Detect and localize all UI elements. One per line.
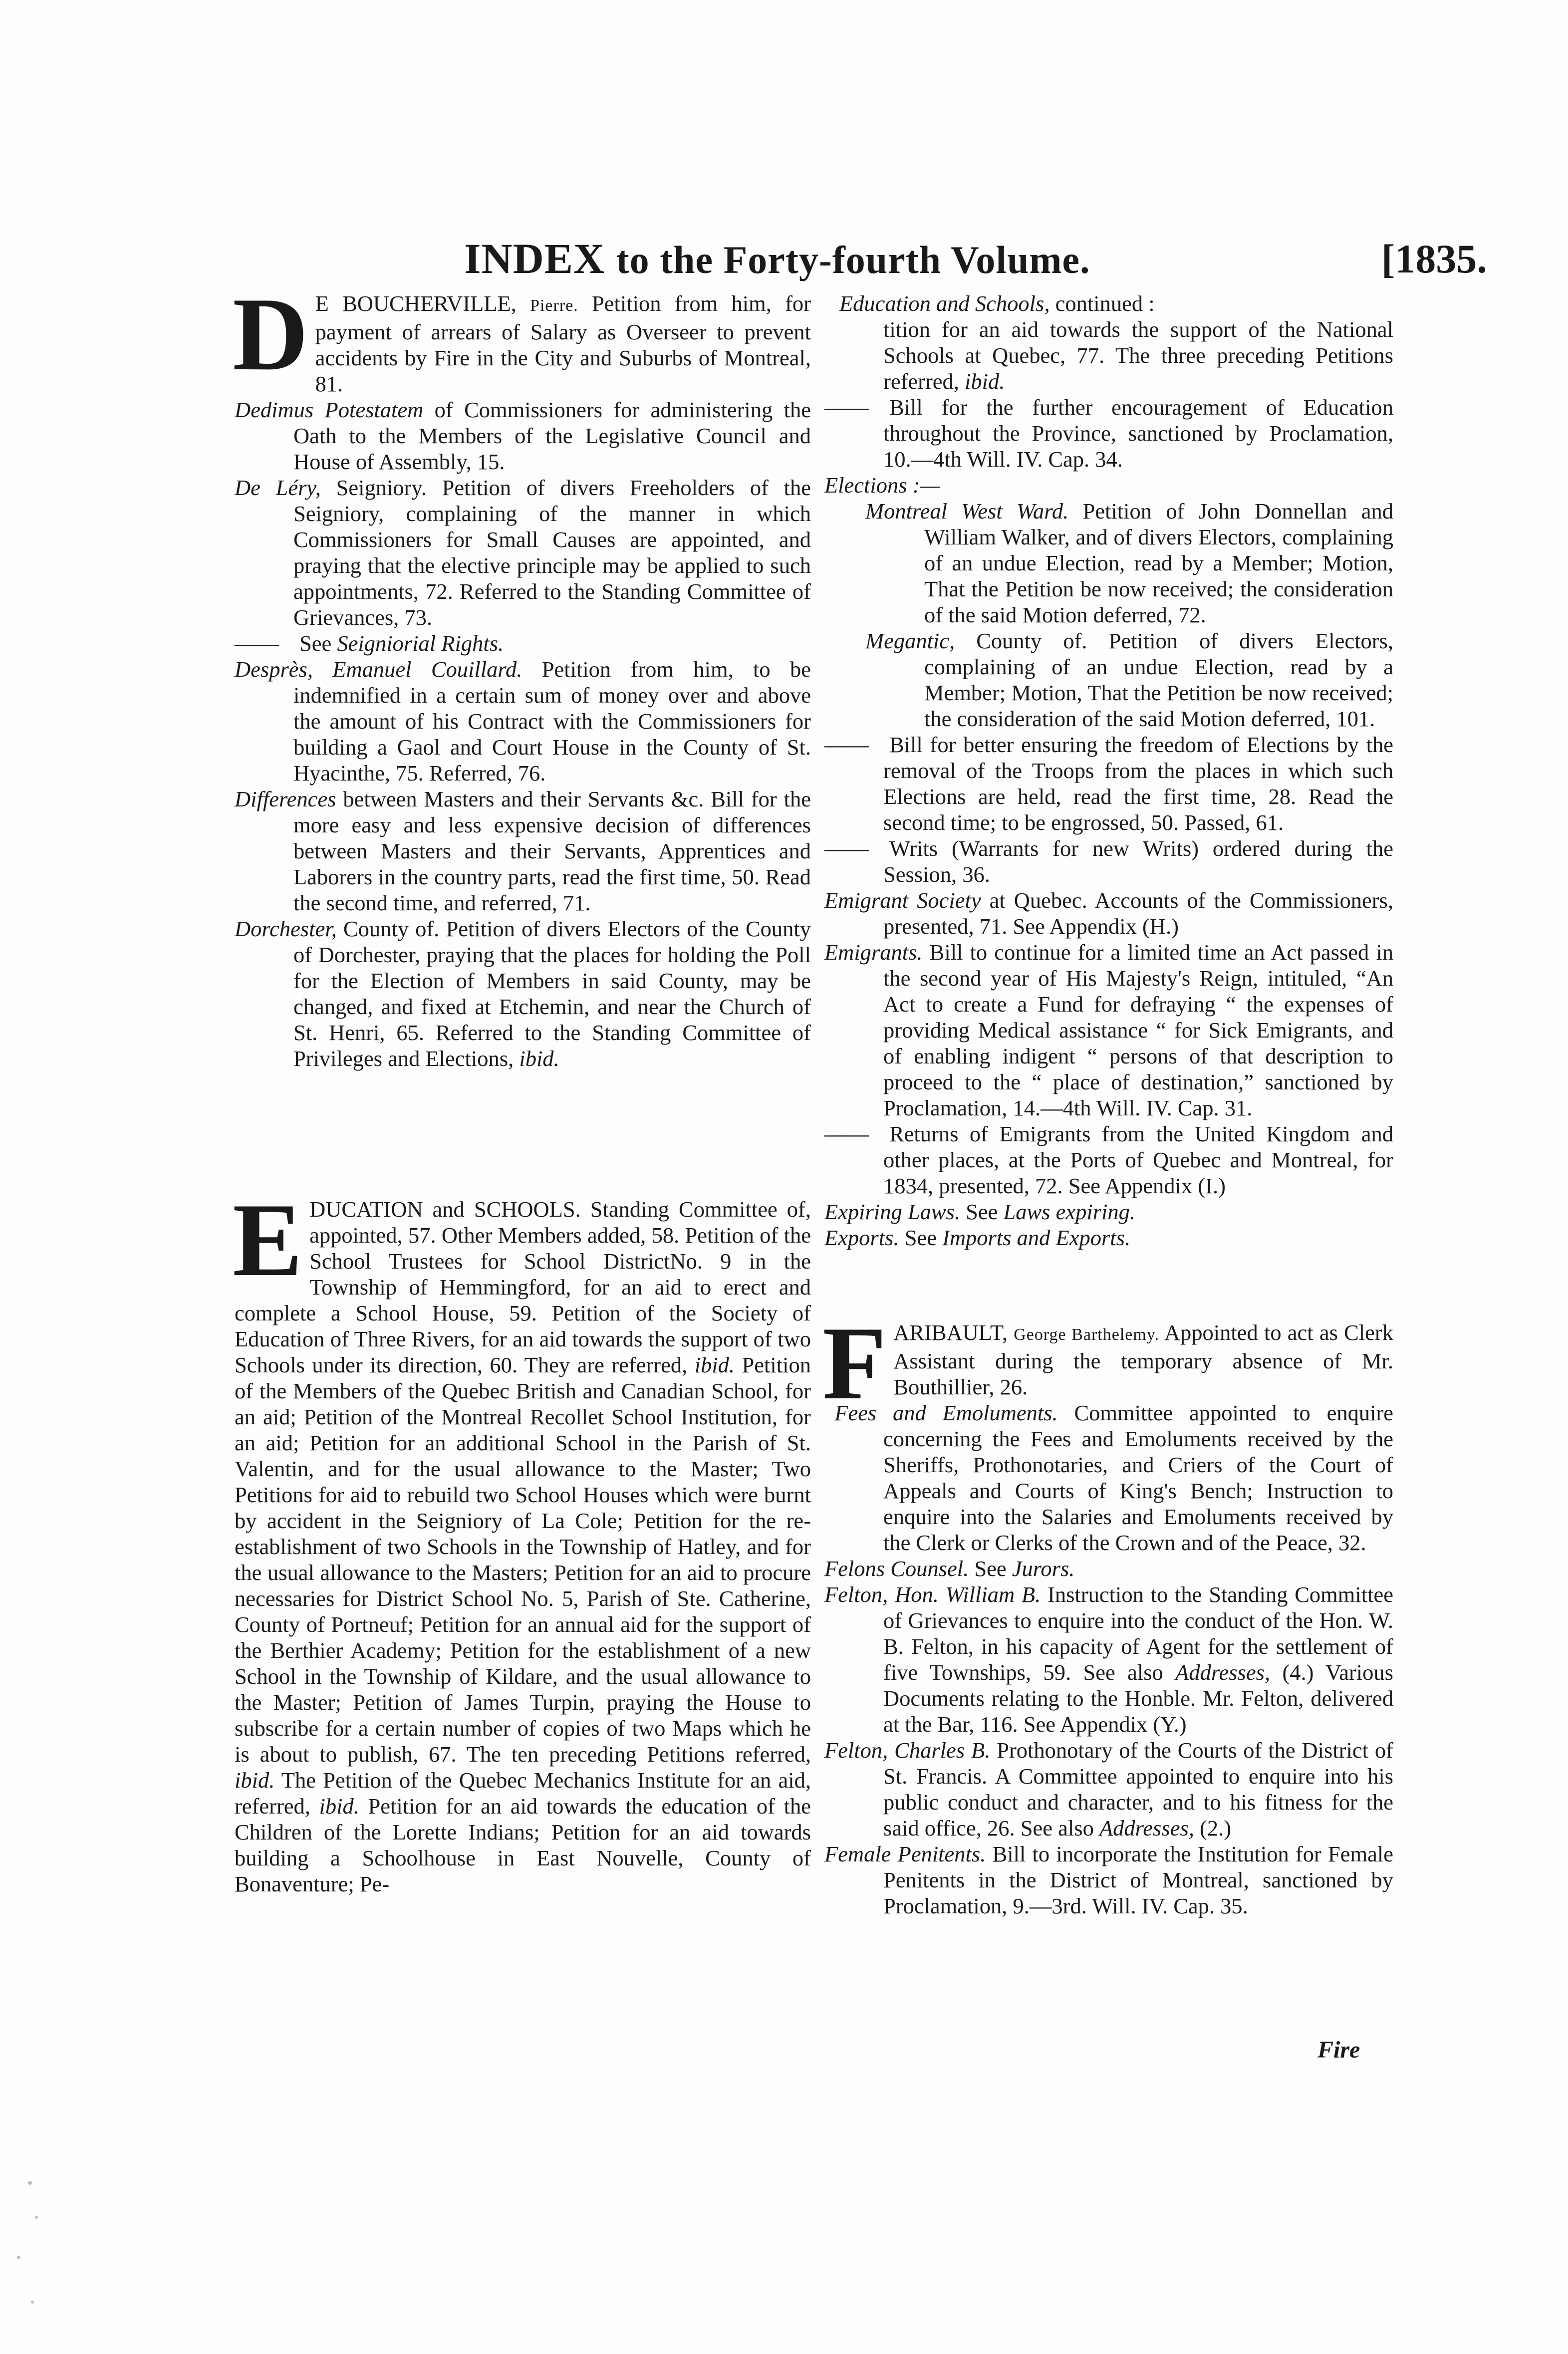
entry-felton-charles	[824, 1737, 1393, 1841]
entry-text: between Masters and their Servants &c. Bill for the more easy and less expensive decision of differences between Masters and their Servants, Apprentices and Laborers in the country parts, read the first time, 50. Read the second time, and referred, 71.	[293, 786, 811, 915]
cross-reference: Addresses,	[1175, 1660, 1271, 1685]
entry-felton-william	[824, 1581, 1393, 1737]
entry-text: (4.) Various Documents relating to the Honble. Mr. Felton, delivered at the Bar, 116. See Appendix (Y.)	[883, 1660, 1393, 1737]
catchword: Fire	[1317, 2037, 1360, 2063]
entry-text: Petition of John Donnellan and William Walker, and of divers Electors, complaining of an undue Election, read by a Member; Motion, That the Petition be now received; the consideration of the said Motion deferred, 72.	[924, 499, 1393, 627]
entry-dash: ——	[824, 395, 869, 420]
speck-mark	[28, 2181, 32, 2185]
entry-head: Exports.	[824, 1225, 899, 1250]
entry-dorchester	[235, 916, 811, 1071]
entry-text: See	[299, 631, 337, 656]
entry-head: Desprès, Emanuel Couillard.	[235, 657, 523, 682]
ibid-ref: ibid.	[319, 1794, 359, 1819]
entry-felons-counsel	[824, 1556, 1393, 1581]
entry-name: Hon. William B.	[888, 1582, 1041, 1607]
entry-head: Montreal West Ward.	[865, 499, 1069, 523]
entry-de-boucherville	[233, 276, 811, 397]
entry-head: Education and Schools,	[839, 291, 1050, 316]
entry-text: tition for an aid towards the support of the National Schools at Quebec, 77. The three preceding Petitions referred,	[883, 317, 1393, 394]
entry-head: SCHOOLS.	[474, 1197, 581, 1222]
title-volume-text: to the Forty-fourth Volume.	[616, 238, 1090, 281]
entry-emigrants-returns	[824, 1121, 1393, 1199]
entry-head: Felons Counsel.	[824, 1556, 969, 1581]
cross-reference: Jurors.	[1012, 1556, 1075, 1581]
right-column	[824, 290, 1393, 1919]
speck-mark	[31, 2301, 34, 2304]
entry-head: Emigrants.	[824, 940, 923, 965]
entry-montreal-west-ward	[824, 498, 1393, 628]
entry-expiring-laws	[824, 1199, 1393, 1225]
ibid-ref: ibid.	[235, 1768, 275, 1793]
entry-text: See	[899, 1225, 943, 1250]
section-gap	[235, 1071, 811, 1196]
entry-text: Petition from him, for payment of arrears of Salary as Overseer to prevent accidents by Fire in the City and Suburbs of Montreal, 81.	[315, 291, 811, 396]
entry-head: Felton, Charles B.	[824, 1738, 991, 1763]
entry-text: Petition for an aid towards the education of the Children of the Lorette Indians; Petition for an aid towards building a Schoolhouse in East Nouvelle, County of Bonaventure; Pe-	[235, 1794, 811, 1896]
entry-text: of Commissioners for administering the Oath to the Members of the Legislative Council and House of Assembly, 15.	[293, 397, 811, 474]
entry-megantic	[824, 628, 1393, 732]
drop-cap-d: D	[233, 276, 308, 392]
entry-head: Female Penitents.	[824, 1841, 986, 1866]
entry-de-lery	[235, 475, 811, 630]
ibid-ref: ibid.	[694, 1352, 735, 1377]
entry-text: Committee appointed to enquire concerning the Fees and Emoluments received by the Sheriffs, Prothonotaries, and Criers of the Court of Appeals and Courts of King's Bench; Instruction to enquire into the Salaries and Emoluments received by the Clerk or Clerks of the Crown and of the Peace, 32.	[883, 1400, 1393, 1555]
entry-head: Emigrant Society	[824, 888, 981, 913]
entry-text: County of. Petition of divers Electors of the County of Dorchester, praying that the places for holding the Poll for the Election of Members in said County, may be changed, and fixed at Etchemin, and near the Church of St. Henri, 65. Referred to the Standing Committee of Privileges and Elections,	[293, 916, 811, 1071]
entry-despres	[235, 656, 811, 786]
left-column	[233, 276, 811, 1897]
drop-cap-e: E	[233, 1182, 303, 1298]
entry-head: Dedimus Potestatem	[235, 397, 424, 422]
entry-text: Bill for better ensuring the freedom of Elections by the removal of the Troops from the places in which such Elections are held, read the first time, 28. Read the second time; to be engrossed, 50. Passed, 61.	[883, 732, 1393, 835]
cross-reference: Laws expiring.	[1003, 1199, 1136, 1224]
entry-dash: ——	[235, 631, 279, 656]
entry-text: Appointed to act as Clerk Assistant during the temporary absence of Mr. Bouthillier, 26.	[893, 1320, 1393, 1399]
entry-text: See	[969, 1556, 1012, 1581]
page-year: [1835.	[1381, 236, 1487, 281]
entry-text: County of. Petition of divers Electors, complaining of an undue Election, read by a Member; Motion, That the Petition be now received; the consideration of the said Motion deferred, 101.	[924, 628, 1393, 731]
cross-reference: Addresses,	[1099, 1816, 1194, 1840]
entry-head: Differences	[235, 786, 336, 811]
entry-head: Megantic,	[865, 628, 955, 653]
entry-dash: ——	[824, 732, 869, 757]
entry-elections-head	[824, 472, 1393, 498]
cross-reference: Seigniorial Rights.	[337, 631, 504, 656]
entry-text: Instruction to the Standing Committee of Grievances to enquire into the conduct of the Hon. W. B. Felton, in his capacity of Agent for the settlement of five Townships, 59. See also	[883, 1582, 1393, 1685]
entry-text: The Petition of the Quebec Mechanics Institute for an aid, referred,	[235, 1768, 811, 1819]
speck-mark	[17, 2256, 20, 2259]
entry-de-lery-see	[235, 630, 811, 656]
entry-name: Pierre.	[530, 296, 578, 315]
entry-text: Bill to continue for a limited time an Act passed in the second year of His Majesty's Reign, intituled, “An Act to create a Fund for defraying “ the expenses of providing Medical assistance “ for Sick Emigrants, and of enabling indigent “ persons of that description to proceed to the “ place of destination,” sanctioned by Proclamation, 14.—4th Will. IV. Cap. 31.	[883, 940, 1393, 1120]
entry-text: Prothonotary of the Courts of the District of St. Francis. A Committee appointed to enquire into his public conduct and character, and to his fitness for the said office, 26. See also	[883, 1738, 1393, 1840]
entry-text: Bill to incorporate the Institution for Female Penitents in the District of Montreal, sanctioned by Proclamation, 9.—3rd. Will. IV. Cap. 35.	[883, 1841, 1393, 1918]
entry-head: Felton,	[824, 1582, 888, 1607]
entry-education-continued-head	[824, 290, 1393, 316]
speck-mark	[35, 2216, 38, 2219]
entry-head: Dorchester,	[235, 916, 337, 941]
ibid-ref: ibid.	[519, 1046, 559, 1071]
entry-text: and	[423, 1197, 474, 1222]
entry-education-and-schools	[233, 1182, 811, 1897]
entry-head: ARIBAULT,	[893, 1320, 1014, 1345]
ibid-ref: ibid.	[965, 369, 1005, 394]
entry-head: De Léry,	[235, 475, 321, 500]
entry-text: continued :	[1049, 291, 1155, 316]
entry-text: Seigniory. Petition of divers Freeholders of the Seigniory, complaining of the manner in which Commissioners for Small Causes are appointed, and praying that the elective principle may be applied to such appointments, 72. Referred to the Standing Committee of Grievances, 73.	[293, 475, 811, 630]
entry-text: Bill for the further encouragement of Education throughout the Province, sanctioned by Proclamation, 10.—4th Will. IV. Cap. 34.	[883, 395, 1393, 472]
entry-dash: ——	[824, 1121, 869, 1146]
entry-exports	[824, 1225, 1393, 1251]
entry-text: Standing Committee of, appointed, 57. Other Members added, 58. Petition of the School Trustees for School DistrictNo. 9 in the Township of Hemmingford, for an aid to erect and complete a School House, 59. Petition of the Society of Education of Three Rivers, for an aid towards the support of two Schools under its direction, 60. They are referred,	[235, 1197, 811, 1377]
entry-head: Fees and Emoluments.	[834, 1400, 1058, 1425]
entry-dedimus-potestatem	[235, 397, 811, 475]
entry-text: Writs (Warrants for new Writs) ordered during the Session, 36.	[883, 836, 1393, 887]
section-gap	[824, 1251, 1393, 1319]
entry-text: Returns of Emigrants from the United Kingdom and other places, at the Ports of Quebec and Montreal, for 1834, presented, 72. See Appendix (I.)	[883, 1121, 1393, 1198]
drop-cap-f: F	[822, 1306, 887, 1421]
entry-dash: ——	[824, 836, 869, 861]
entry-name: George Barthelemy.	[1014, 1325, 1160, 1344]
entry-text: Petition from him, to be indemnified in a certain sum of money over and above the amount of his Contract with the Commissioners for building a Gaol and Court House in the County of St. Hyacinthe, 75. Referred, 76.	[293, 657, 811, 785]
title-index-word: INDEX	[464, 235, 605, 282]
entry-education-bill	[824, 394, 1393, 472]
entry-head: Elections :—	[824, 473, 940, 498]
entry-fees-and-emoluments	[824, 1400, 1393, 1556]
cross-reference: Imports and Exports.	[942, 1225, 1131, 1250]
entry-text: at Quebec. Accounts of the Commissioners, presented, 71. See Appendix (H.)	[883, 888, 1393, 939]
entry-head: Expiring Laws.	[824, 1199, 960, 1224]
entry-elections-writs	[824, 835, 1393, 887]
entry-text: See	[960, 1199, 1004, 1224]
entry-text: (2.)	[1194, 1816, 1232, 1840]
entry-education-continued	[824, 316, 1393, 394]
entry-text: Petition of the Members of the Quebec British and Canadian School, for an aid; Petition of the Montreal Recollet School Institution, for an aid; Petition for an additional School in the Parish of St. Valentin, and for the usual allowance to the Master; Two Petitions for aid to rebuild two School Houses which were burnt by accident in the Seigniory of La Cole; Petition for the re-establishment of two Schools in the Township of Hatley, and for the usual allowance to the Masters; Petition for an aid to procure necessaries for District School No. 5, Parish of Ste. Catherine, County of Portneuf; Petition for an annual aid for the support of the Berthier Academy; Petition for the establishment of a new School in the Township of Kildare, and the usual allowance to the Master; Petition of James Turpin, praying the House to subscribe for a certain number of copies of two Maps which he is about to publish, 67. The ten preceding Petitions referred,	[235, 1352, 811, 1767]
entry-head: E BOUCHERVILLE,	[315, 291, 530, 316]
entry-emigrant-society	[824, 887, 1393, 939]
entry-female-penitents	[824, 1841, 1393, 1919]
page-title	[464, 234, 1090, 283]
entry-elections-bill	[824, 732, 1393, 835]
entry-head: DUCATION	[309, 1197, 423, 1222]
entry-emigrants	[824, 939, 1393, 1121]
entry-differences	[235, 786, 811, 916]
